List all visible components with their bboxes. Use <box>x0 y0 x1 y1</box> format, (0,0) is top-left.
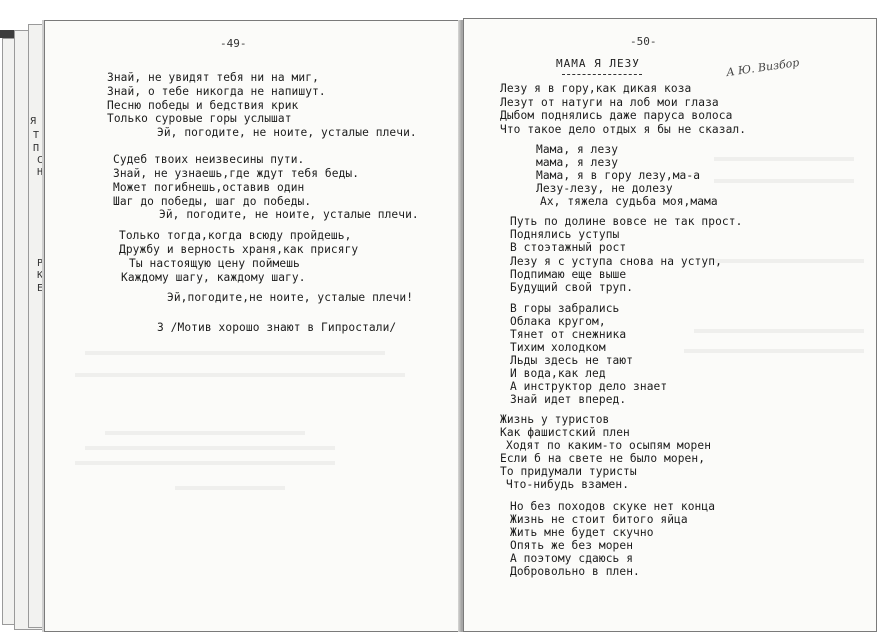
refrain-line: Ах, тяжела судьба моя,мама <box>540 195 718 208</box>
refrain-line: Мама, я в гору лезу,ма-а <box>536 169 701 182</box>
right-page <box>463 18 877 632</box>
verse-line: Только суровые горы услышат <box>107 112 292 125</box>
verse-line: Путь по долине вовсе не так прост. <box>510 215 743 228</box>
bleed-through <box>175 486 285 490</box>
refrain-line: Лезу-лезу, не долезу <box>536 182 673 195</box>
margin-fragment: Р <box>37 258 44 269</box>
verse-line: Знай идет вперед. <box>510 393 627 406</box>
verse-line: Ходят по каким-то осыпям морен <box>506 439 712 452</box>
margin-fragment: Я <box>30 116 37 127</box>
margin-fragment: С <box>37 155 44 166</box>
verse-line: Судеб твоих неизвесины пути. <box>113 153 305 166</box>
bleed-through <box>75 373 405 377</box>
handwritten-author: А Ю. Визбор <box>725 55 801 80</box>
margin-fragment: Н <box>37 167 44 178</box>
verse-line: В горы забрались <box>510 302 620 315</box>
verse-line: Тянет от снежника <box>510 328 627 341</box>
verse-line: Знай, не увидят тебя ни на миг, <box>107 71 319 84</box>
verse-line: Шаг до победы, шаг до победы. <box>113 195 312 208</box>
verse-line: В стоэтажный рост <box>510 241 627 254</box>
verse-line: Жизнь не стоит битого яйца <box>510 513 688 526</box>
margin-fragment: П <box>33 143 40 154</box>
bleed-through <box>714 157 854 161</box>
verse-line: Дыбом поднялись даже паруса волоса <box>500 109 733 122</box>
verse-line: Только тогда,когда всюду пройдешь, <box>119 229 352 242</box>
verse-line: Добровольно в плен. <box>510 565 640 578</box>
bleed-through <box>85 351 385 355</box>
verse-line: Льды здесь не тают <box>510 354 634 367</box>
refrain-line: мама, я лезу <box>536 156 619 169</box>
verse-line: Опять же без морен <box>510 539 634 552</box>
verse-line: То придумали туристы <box>500 465 637 478</box>
verse-line: Жизнь у туристов <box>500 413 610 426</box>
bleed-through <box>85 446 335 450</box>
verse-line: А поэтому сдаюсь я <box>510 552 634 565</box>
verse-line: Облака кругом, <box>510 315 606 328</box>
title-underline <box>562 74 642 75</box>
verse-line: Ты настоящую цену поймешь <box>129 257 300 270</box>
page-number: -50- <box>630 35 657 48</box>
bleed-through <box>714 259 864 263</box>
page-number: -49- <box>220 37 247 50</box>
verse-line: Но без походов скуке нет конца <box>510 500 716 513</box>
verse-line: Что-нибудь взамен. <box>506 478 630 491</box>
verse-line: Лезут от натуги на лоб мои глаза <box>500 96 719 109</box>
verse-line: Что такое дело отдых я бы не сказал. <box>500 123 747 136</box>
refrain-line: Эй, погодите, не ноите, усталые плечи. <box>157 126 417 139</box>
verse-line: И вода,как лед <box>510 367 606 380</box>
verse-line: Лезу я в гору,как дикая коза <box>500 82 692 95</box>
bleed-through <box>694 329 864 333</box>
refrain-line: Мама, я лезу <box>536 143 619 156</box>
verse-line: Лезу я с уступа снова на уступ, <box>510 255 722 268</box>
left-page <box>44 20 464 632</box>
song-title: МАМА Я ЛЕЗУ <box>556 57 640 70</box>
refrain-line: Эй, погодите, не ноите, усталые плечи. <box>159 208 419 221</box>
footnote: 3 /Мотив хорошо знают в Гипростали/ <box>157 321 397 334</box>
verse-line: Поднялись уступы <box>510 228 620 241</box>
bleed-through <box>714 179 854 183</box>
verse-line: Если б на свете не было морен, <box>500 452 706 465</box>
bleed-through <box>75 461 335 465</box>
verse-line: Каждому шагу, каждому шагу. <box>121 271 306 284</box>
verse-line: Знай, не узнаешь,где ждут тебя беды. <box>113 167 360 180</box>
bleed-through <box>105 431 305 435</box>
verse-line: Песню победы и бедствия крик <box>107 99 299 112</box>
verse-line: Дружбу и верность храня,как присягу <box>119 243 359 256</box>
verse-line: Как фашистский плен <box>500 426 630 439</box>
verse-line: Знай, о тебе никогда не напишут. <box>107 85 326 98</box>
verse-line: Подпимаю еще выше <box>510 268 627 281</box>
margin-fragment: Т <box>33 130 40 141</box>
margin-fragment: Е <box>37 283 44 294</box>
margin-fragment: К <box>37 270 44 281</box>
verse-line: Тихим холодком <box>510 341 606 354</box>
bleed-through <box>684 349 864 353</box>
verse-line: А инструктор дело знает <box>510 380 668 393</box>
verse-line: Может погибнешь,оставив один <box>113 181 305 194</box>
refrain-line: Эй,погодите,не ноите, усталые плечи! <box>167 291 414 304</box>
verse-line: Будущий свой труп. <box>510 281 634 294</box>
verse-line: Жить мне будет скучно <box>510 526 654 539</box>
